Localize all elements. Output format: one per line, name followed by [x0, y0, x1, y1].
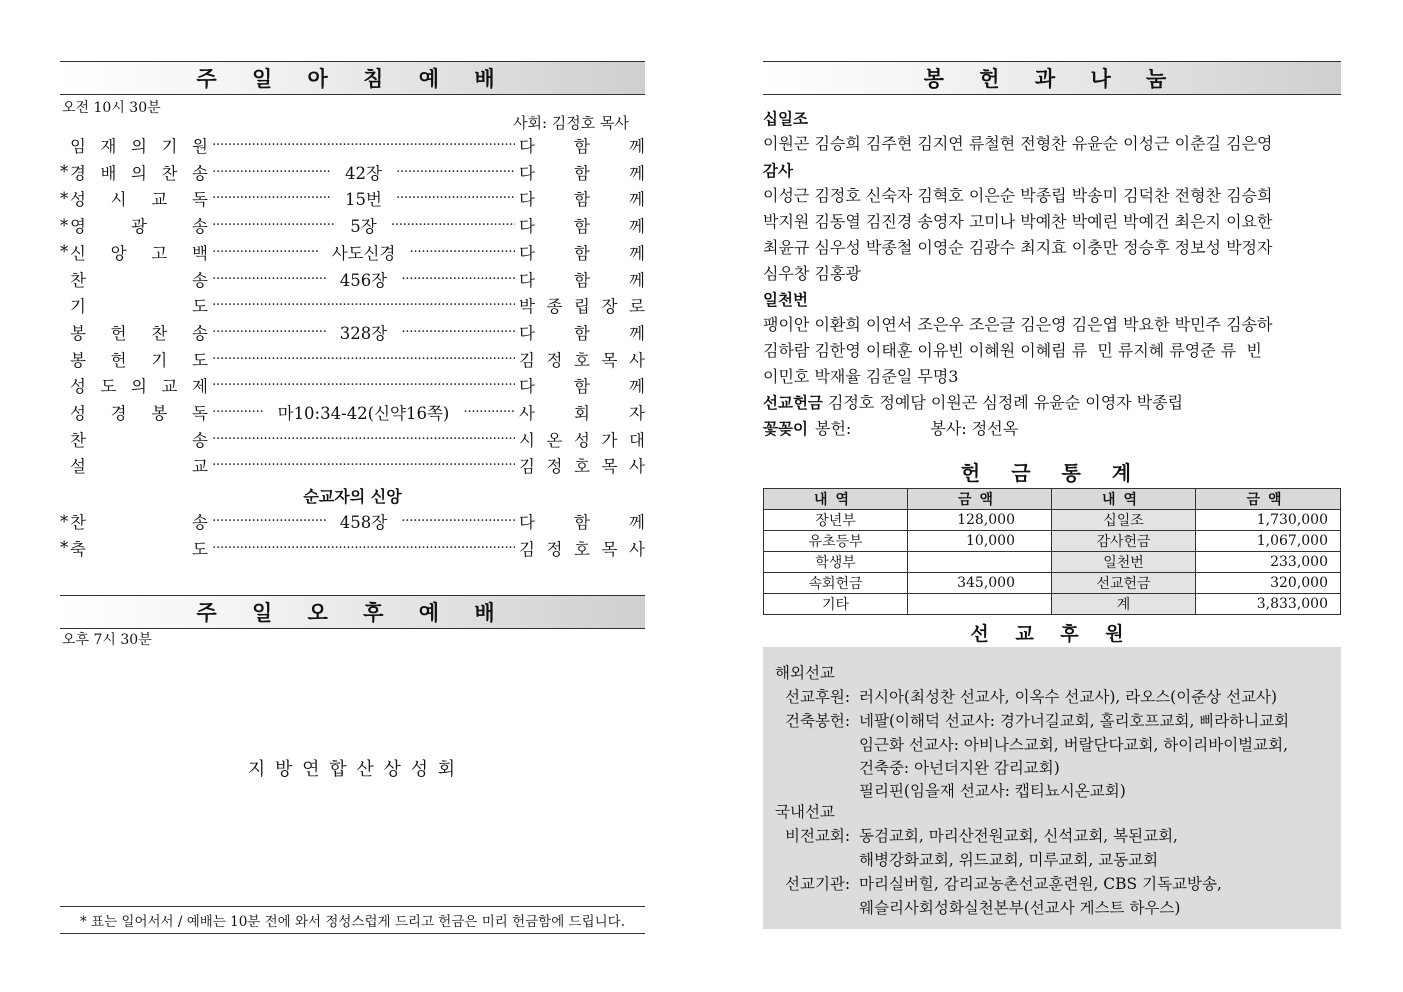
- sermon-title: 순교자의 신앙: [303, 487, 402, 506]
- dot-leader: [212, 351, 515, 367]
- order-item-leader: 김 정 호 목 사: [519, 457, 645, 477]
- morning-service-title: 주 일 아 침 예 배: [196, 66, 509, 91]
- order-item: [60, 537, 645, 559]
- standing-mark: *: [60, 188, 69, 208]
- order-item: [60, 214, 645, 236]
- org-line: 마리실버힐, 감리교농촌선교훈련원, CBS 기독교방송,: [859, 875, 1222, 893]
- table-cell: 320,000: [1196, 573, 1341, 594]
- standing-mark: *: [60, 538, 69, 558]
- order-item-leader: 김 정 호 목 사: [519, 539, 645, 559]
- order-item-label: 임 재 의 기 원: [70, 137, 208, 156]
- order-item: [60, 454, 645, 476]
- missions-box: [763, 647, 1341, 929]
- building-line: 임근화 선교사: 아비나스교회, 버랄단다교회, 하이리바이벌교회,: [859, 736, 1289, 754]
- order-item-leader: 사 회 자: [519, 404, 645, 423]
- table-cell: 감사헌금: [1052, 531, 1196, 552]
- table-cell: 345,000: [908, 573, 1052, 594]
- order-item-leader: 다 함 께: [519, 163, 645, 183]
- order-item-label: 성 도 의 교 제: [70, 377, 208, 397]
- order-item: [60, 401, 645, 423]
- dot-leader: [401, 271, 515, 287]
- order-item: [60, 321, 645, 343]
- table-cell: 3,833,000: [1196, 594, 1341, 615]
- offering-stats-table: [763, 488, 1341, 615]
- building-line: 건축중: 아넌더지완 감리교회): [859, 759, 1060, 777]
- support-label: 선교후원:: [785, 688, 851, 706]
- name-line: 이성근 김정호 신숙자 김혁호 이은순 박종립 박송미 김덕찬 전형찬 김승희: [763, 186, 1273, 205]
- thousand-label: 일천번: [763, 291, 808, 309]
- table-cell: 1,730,000: [1196, 510, 1341, 531]
- church-label: 비전교회:: [785, 827, 851, 845]
- org-line: 웨슬리사회성화실천본부(선교사 게스트 하우스): [859, 899, 1181, 917]
- dot-leader: [212, 164, 331, 180]
- name-line: 팽이안 이환희 이연서 조은우 조은글 김은영 김은엽 박요한 박민주 김송하: [763, 315, 1273, 334]
- standing-mark: *: [60, 215, 69, 235]
- order-item-value: 456장: [339, 270, 388, 290]
- table-row: [764, 531, 1341, 552]
- footnote-text: * 표는 일어서서 / 예배는 10분 전에 와서 정성스럽게 드리고 헌금은 미리 헌금함에 드립니다.: [80, 914, 625, 930]
- dot-leader: [212, 513, 326, 529]
- order-item-value: 사도신경: [331, 243, 396, 263]
- order-item-label: 찬 송: [70, 513, 208, 532]
- church-line: 해병강화교회, 위드교회, 미루교회, 교동교회: [859, 851, 1159, 869]
- dot-leader: [212, 431, 515, 447]
- building-label: 건축봉헌:: [785, 712, 851, 730]
- building-line: 네팔(이해덕 선교사: 경가너길교회, 홀리호프교회, 삐라하니교회: [859, 712, 1290, 730]
- order-item-leader: 다 함 께: [519, 377, 645, 397]
- order-item-value: 마10:34-42(신약16쪽): [277, 404, 450, 423]
- dot-leader: [212, 244, 318, 260]
- table-cell: 10,000: [908, 531, 1052, 552]
- dot-leader: [212, 540, 515, 556]
- dot-leader: [463, 404, 515, 420]
- order-item-label: 찬 송: [70, 270, 208, 290]
- order-item-value: 5장: [350, 217, 377, 237]
- standing-mark: *: [60, 511, 69, 531]
- dot-leader: [396, 190, 515, 206]
- support-text: 러시아(최성찬 선교사, 이옥수 선교사), 라오스(이준상 선교사): [859, 688, 1278, 706]
- table-cell: 장년부: [764, 510, 908, 531]
- order-item: [60, 294, 645, 316]
- order-item-label: 설 교: [70, 457, 208, 477]
- order-item-leader: 시 온 성 가 대: [519, 430, 645, 450]
- table-cell: 유초등부: [764, 531, 908, 552]
- table-row: [764, 510, 1341, 531]
- order-item: [60, 374, 645, 396]
- mission-offering: [763, 390, 1183, 416]
- order-item-leader: 박 종 립 장 로: [519, 297, 645, 317]
- order-item-label: 봉 헌 찬 송: [70, 323, 208, 343]
- col-header: 내역: [1052, 489, 1196, 510]
- order-item-leader: 다 함 께: [519, 270, 645, 290]
- table-cell: 기타: [764, 594, 908, 615]
- stats-title: 헌 금 통 계: [960, 461, 1144, 485]
- order-item-value: 42장: [345, 163, 382, 183]
- col-header: 금액: [1196, 489, 1341, 510]
- dot-leader: [401, 324, 515, 340]
- dot-leader: [212, 217, 336, 233]
- dot-leader: [212, 297, 515, 313]
- table-cell: 선교헌금: [1052, 573, 1196, 594]
- offering-title: 봉 헌 과 나 눔: [923, 66, 1181, 91]
- order-item-leader: 다 함 께: [519, 190, 645, 210]
- morning-time: 오전 10시 30분: [62, 100, 161, 116]
- dot-leader: [212, 271, 326, 287]
- mission-offering-label: 선교헌금: [763, 394, 823, 412]
- order-item-label: 영 광 송: [70, 217, 208, 237]
- order-item-label: 성 시 교 독: [70, 190, 208, 210]
- order-item: [60, 348, 645, 370]
- order-item-leader: 다 함 께: [519, 217, 645, 237]
- order-item: [60, 510, 645, 532]
- table-cell: 일천번: [1052, 552, 1196, 573]
- order-item-label: 신 앙 고 백: [70, 243, 208, 263]
- thanks-names: [763, 183, 1272, 287]
- flower-service: 봉사: 정선옥: [930, 419, 1019, 438]
- dot-leader: [212, 324, 326, 340]
- org-label: 선교기관:: [785, 875, 851, 893]
- order-item-leader: 다 함 께: [519, 513, 645, 532]
- table-cell: [908, 594, 1052, 615]
- name-line: 최윤규 심우성 박종철 이영순 김광수 최지효 이충만 정승후 정보성 박정자: [763, 238, 1273, 257]
- evening-event: 지 방 연 합 산 상 성 회: [247, 759, 458, 780]
- table-cell: 233,000: [1196, 552, 1341, 573]
- order-item: [60, 241, 645, 263]
- order-item-leader: 다 함 께: [519, 243, 645, 263]
- name-line: 이민호 박재율 김준일 무명3: [763, 367, 959, 386]
- table-cell: 계: [1052, 594, 1196, 615]
- order-item-label: 축 도: [70, 539, 208, 559]
- table-header-row: [764, 489, 1341, 510]
- dot-leader: [212, 377, 515, 393]
- table-row: [764, 552, 1341, 573]
- dot-leader: [391, 217, 515, 233]
- col-header: 금액: [908, 489, 1052, 510]
- thanks-label: 감사: [763, 162, 793, 180]
- order-item: [60, 187, 645, 209]
- mission-offering-names: 김정호 정예담 이원곤 심정례 유윤순 이영자 박종립: [828, 393, 1184, 412]
- dot-leader: [212, 404, 264, 420]
- order-item-label: 성 경 봉 독: [70, 404, 208, 423]
- order-item-leader: 다 함 께: [519, 137, 645, 156]
- thousand-names: [763, 312, 1272, 390]
- evening-service-header: [60, 595, 645, 629]
- order-item-value: 328장: [339, 323, 388, 343]
- order-item: [60, 428, 645, 450]
- order-item-label: 경 배 의 찬 송: [70, 163, 208, 183]
- order-item-leader: 김 정 호 목 사: [519, 350, 645, 370]
- table-row: [764, 573, 1341, 594]
- tithe-label: 십일조: [763, 110, 808, 128]
- dot-leader: [396, 164, 515, 180]
- presider: 사회: 김정호 목사: [513, 114, 630, 132]
- domestic-label: 국내선교: [775, 803, 835, 821]
- table-cell: 128,000: [908, 510, 1052, 531]
- flower-offering: 봉헌:: [815, 419, 852, 438]
- flower: [763, 416, 1018, 442]
- standing-mark: *: [60, 242, 69, 262]
- name-line: 박지원 김동열 김진경 송영자 고미나 박예찬 박예린 박예건 최은지 이요한: [763, 212, 1273, 231]
- missions-title: 선 교 후 원: [970, 623, 1134, 645]
- order-item-leader: 다 함 께: [519, 323, 645, 343]
- order-item: [60, 134, 645, 156]
- footnote: [60, 906, 645, 934]
- col-header: 내역: [764, 489, 908, 510]
- table-cell: [908, 552, 1052, 573]
- building-line: 필리핀(임을재 선교사: 캡티뇨시온교회): [859, 782, 1126, 800]
- dot-leader: [409, 244, 515, 260]
- morning-service-header: [60, 61, 645, 95]
- order-item-label: 기 도: [70, 297, 208, 317]
- name-line: 김하람 김한영 이태훈 이유빈 이혜원 이혜림 류 민 류지혜 류영준 류 빈: [763, 341, 1262, 360]
- name-line: 심우창 김홍광: [763, 264, 861, 283]
- table-row: [764, 594, 1341, 615]
- order-item: [60, 268, 645, 290]
- evening-service-title: 주 일 오 후 예 배: [196, 600, 509, 625]
- standing-mark: *: [60, 162, 69, 182]
- dot-leader: [212, 137, 515, 153]
- flower-label: 꽃꽂이: [763, 420, 808, 438]
- order-item-label: 봉 헌 기 도: [70, 350, 208, 370]
- church-line: 동검교회, 마리산전원교회, 신석교회, 복된교회,: [859, 827, 1178, 845]
- table-cell: 속회헌금: [764, 573, 908, 594]
- order-item-value: 458장: [339, 513, 388, 532]
- dot-leader: [212, 457, 515, 473]
- table-cell: 1,067,000: [1196, 531, 1341, 552]
- order-item-label: 찬 송: [70, 430, 208, 450]
- offering-header: [763, 61, 1341, 95]
- dot-leader: [212, 190, 331, 206]
- overseas-label: 해외선교: [775, 664, 835, 682]
- dot-leader: [401, 513, 515, 529]
- tithe-names: 이원곤 김승희 김주현 김지연 류철현 전형찬 유윤순 이성근 이춘길 김은영: [763, 134, 1273, 153]
- order-item: [60, 161, 645, 183]
- table-cell: 학생부: [764, 552, 908, 573]
- order-item-value: 15번: [345, 190, 382, 210]
- evening-time: 오후 7시 30분: [62, 632, 152, 648]
- table-cell: 십일조: [1052, 510, 1196, 531]
